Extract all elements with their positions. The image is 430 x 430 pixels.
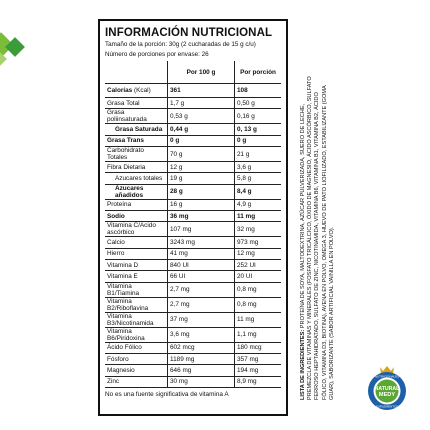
ingredients-text: PROTEÍNA DE SOYA, MALTODEXTRINA, AZÚCAR PULVERIZADA, SUERO DE LECHE, PREMEZCLA DE VITAMINAS Y MINERALES (FOSFATO TRICÁLCICO, ÓXIDO DE MAGNESIO, ÁCIDO ASCÓRBICO, SULFATO FERROSO HEPTAHIDRATADO, SULFATO DE ZINC, NICOTINAMIDA, VITAMINA B6, VITAMINA B1, VITAMINA B2, ÁCIDO FÓLICO, VITAMINA D3, BIOTINA), AVENA EN POLVO, OMEGA 3, HUEVO DE PATO LIOFILIZADO, ESTABILIZANTE (GOMA GUAR), SABORIZANTE (SABOR ARTIFICIAL VAINILLA EN POLVO).	[300, 76, 335, 400]
nutrient-per100: 0,44 g	[168, 124, 235, 135]
nutrient-per100: 0 g	[168, 135, 235, 146]
nutrient-row	[105, 237, 281, 248]
nutrient-label: Grasa Trans	[105, 135, 168, 146]
nutrient-per-serving: 11 mg	[235, 211, 282, 222]
calories-per100: 361	[168, 84, 235, 98]
nutrition-facts-panel	[98, 19, 288, 416]
nutrient-row	[105, 354, 281, 365]
nutrient-label: Vitamina B3/Nicotinamida	[105, 312, 168, 327]
nutrient-label: Vitamina C/Acido ascórbico	[105, 222, 168, 237]
nutrient-per-serving: 5,8 g	[235, 173, 282, 184]
nutrient-per100: 840 UI	[168, 260, 235, 271]
calories-unit: (Kcal)	[134, 87, 151, 94]
ingredients-list	[300, 72, 336, 400]
nutrient-row	[105, 312, 281, 327]
nutrient-per-serving: 0, 13 g	[235, 124, 282, 135]
nutrient-per-serving: 973 mg	[235, 237, 282, 248]
nutrient-per100: 37 mg	[168, 312, 235, 327]
nutrient-per100: 16 g	[168, 199, 235, 210]
nutrient-label: Grasa poliinsaturada	[105, 109, 168, 124]
nutrient-per100: 602 mcg	[168, 342, 235, 353]
nutrient-label: Magnesio	[105, 365, 168, 376]
nutrient-per-serving: 20 UI	[235, 271, 282, 282]
nutrient-row	[105, 184, 281, 199]
nutrient-per-serving: 21 g	[235, 147, 282, 162]
natural-medy-logo	[362, 362, 412, 412]
nutrient-per100: 2,7 mg	[168, 282, 235, 297]
nutrient-per-serving: 0,8 mg	[235, 282, 282, 297]
calories-per-serving: 108	[235, 84, 282, 98]
nutrient-per100: 36 mg	[168, 211, 235, 222]
nutrient-label: Zinc	[105, 376, 168, 387]
nutrient-row	[105, 271, 281, 282]
nutrient-per100: 41 mg	[168, 248, 235, 259]
nutrient-per-serving: 32 mg	[235, 222, 282, 237]
nutrient-row	[105, 147, 281, 162]
nutrient-per-serving: 4,9 g	[235, 199, 282, 210]
nutrient-row	[105, 135, 281, 146]
nutrient-per100: 66 UI	[168, 271, 235, 282]
nutrient-per-serving: 0,16 g	[235, 109, 282, 124]
nutrient-per100: 12 g	[168, 162, 235, 173]
logo-name-line1: NATURAL	[374, 386, 400, 392]
nutrient-per100: 28 g	[168, 184, 235, 199]
nutrient-per100: 1,7 g	[168, 98, 235, 109]
nutrient-row	[105, 98, 281, 109]
calories-row	[105, 84, 281, 98]
nutrient-row	[105, 282, 281, 297]
nutrient-per-serving: 12 mg	[235, 248, 282, 259]
nutrient-row	[105, 365, 281, 376]
nutrient-per-serving: 357 mg	[235, 354, 282, 365]
serving-size: Tamaño de la porción: 30g (2 cucharadas de 15 g c/u)	[105, 41, 256, 48]
nutrient-label: Vitamina B1/Tiamina	[105, 282, 168, 297]
nutrient-label: Ácido Fólico	[105, 342, 168, 353]
nutrient-per-serving: 0 g	[235, 135, 282, 146]
nutrient-row	[105, 342, 281, 353]
column-header-per-serving: Por porción	[235, 61, 282, 84]
nutrient-row	[105, 124, 281, 135]
nutrient-row	[105, 199, 281, 210]
nutrient-per-serving: 252 UI	[235, 260, 282, 271]
nutrient-row	[105, 162, 281, 173]
panel-title: INFORMACIÓN NUTRICIONAL	[105, 27, 273, 39]
nutrient-row	[105, 222, 281, 237]
nutrient-per-serving: 8,9 mg	[235, 376, 282, 387]
nutrient-per100: 3,6 mg	[168, 327, 235, 342]
nutrient-per100: 3243 mg	[168, 237, 235, 248]
nutrition-table	[105, 61, 281, 388]
column-header-per100: Por 100 g	[168, 61, 235, 84]
nutrient-label: Fibra Dietaria	[105, 162, 168, 173]
nutrient-label: Calcio	[105, 237, 168, 248]
calories-label: Calorías	[107, 87, 133, 94]
table-header-row	[105, 61, 281, 84]
nutrient-per100: 2,7 mg	[168, 297, 235, 312]
nutrient-per-serving: 8,4 g	[235, 184, 282, 199]
nutrient-per100: 107 mg	[168, 222, 235, 237]
nutrient-row	[105, 211, 281, 222]
nutrient-label: Hierro	[105, 248, 168, 259]
ingredients-heading: LISTA DE INGREDIENTES:	[300, 329, 306, 400]
nutrient-row	[105, 297, 281, 312]
footnote: No es una fuente significativa de vitamina A	[105, 391, 229, 399]
nutrient-per-serving: 11 mg	[235, 312, 282, 327]
nutrient-per100: 1189 mg	[168, 354, 235, 365]
nutrient-row	[105, 327, 281, 342]
logo-name-line2: MEDY	[378, 392, 396, 398]
nutrient-label: Grasa Total	[105, 98, 168, 109]
logo-bottom-text: SUPLEMENTOS	[375, 404, 399, 409]
nutrient-row	[105, 260, 281, 271]
nutrient-label: Vitamina B2/Riboflavina	[105, 297, 168, 312]
nutrient-label: Fósforo	[105, 354, 168, 365]
nutrient-per100: 0,53 g	[168, 109, 235, 124]
nutrient-row	[105, 109, 281, 124]
logo-top-text: NUTRICIONALES	[374, 374, 400, 379]
nutrient-per-serving: 0,8 mg	[235, 297, 282, 312]
nutrient-label: Vitamina E	[105, 271, 168, 282]
nutrient-per100: 30 mg	[168, 376, 235, 387]
nutrient-row	[105, 248, 281, 259]
nutrient-row	[105, 376, 281, 387]
nutrient-label: Azucares añadidos	[105, 184, 168, 199]
nutrient-label: Vitamina B6/Piridoxina	[105, 327, 168, 342]
nutrient-label: Carbohidrato Totales	[105, 147, 168, 162]
nutrient-label: Sodio	[105, 211, 168, 222]
nutrient-label: Azucares totales	[105, 173, 168, 184]
nutrient-label: Proteína	[105, 199, 168, 210]
nutrient-per-serving: 1,1 mg	[235, 327, 282, 342]
nutrient-per100: 70 g	[168, 147, 235, 162]
nutrient-row	[105, 173, 281, 184]
nutrient-per-serving: 3,6 g	[235, 162, 282, 173]
servings-per-container: Número de porciones por envase: 26	[105, 51, 209, 58]
nutrient-per100: 646 mg	[168, 365, 235, 376]
nutrient-per-serving: 0,50 g	[235, 98, 282, 109]
nutrient-per-serving: 180 mcg	[235, 342, 282, 353]
nutrient-label: Vitamina D	[105, 260, 168, 271]
nutrient-per100: 19 g	[168, 173, 235, 184]
nutrient-per-serving: 194 mg	[235, 365, 282, 376]
nutrient-label: Grasa Saturada	[105, 124, 168, 135]
